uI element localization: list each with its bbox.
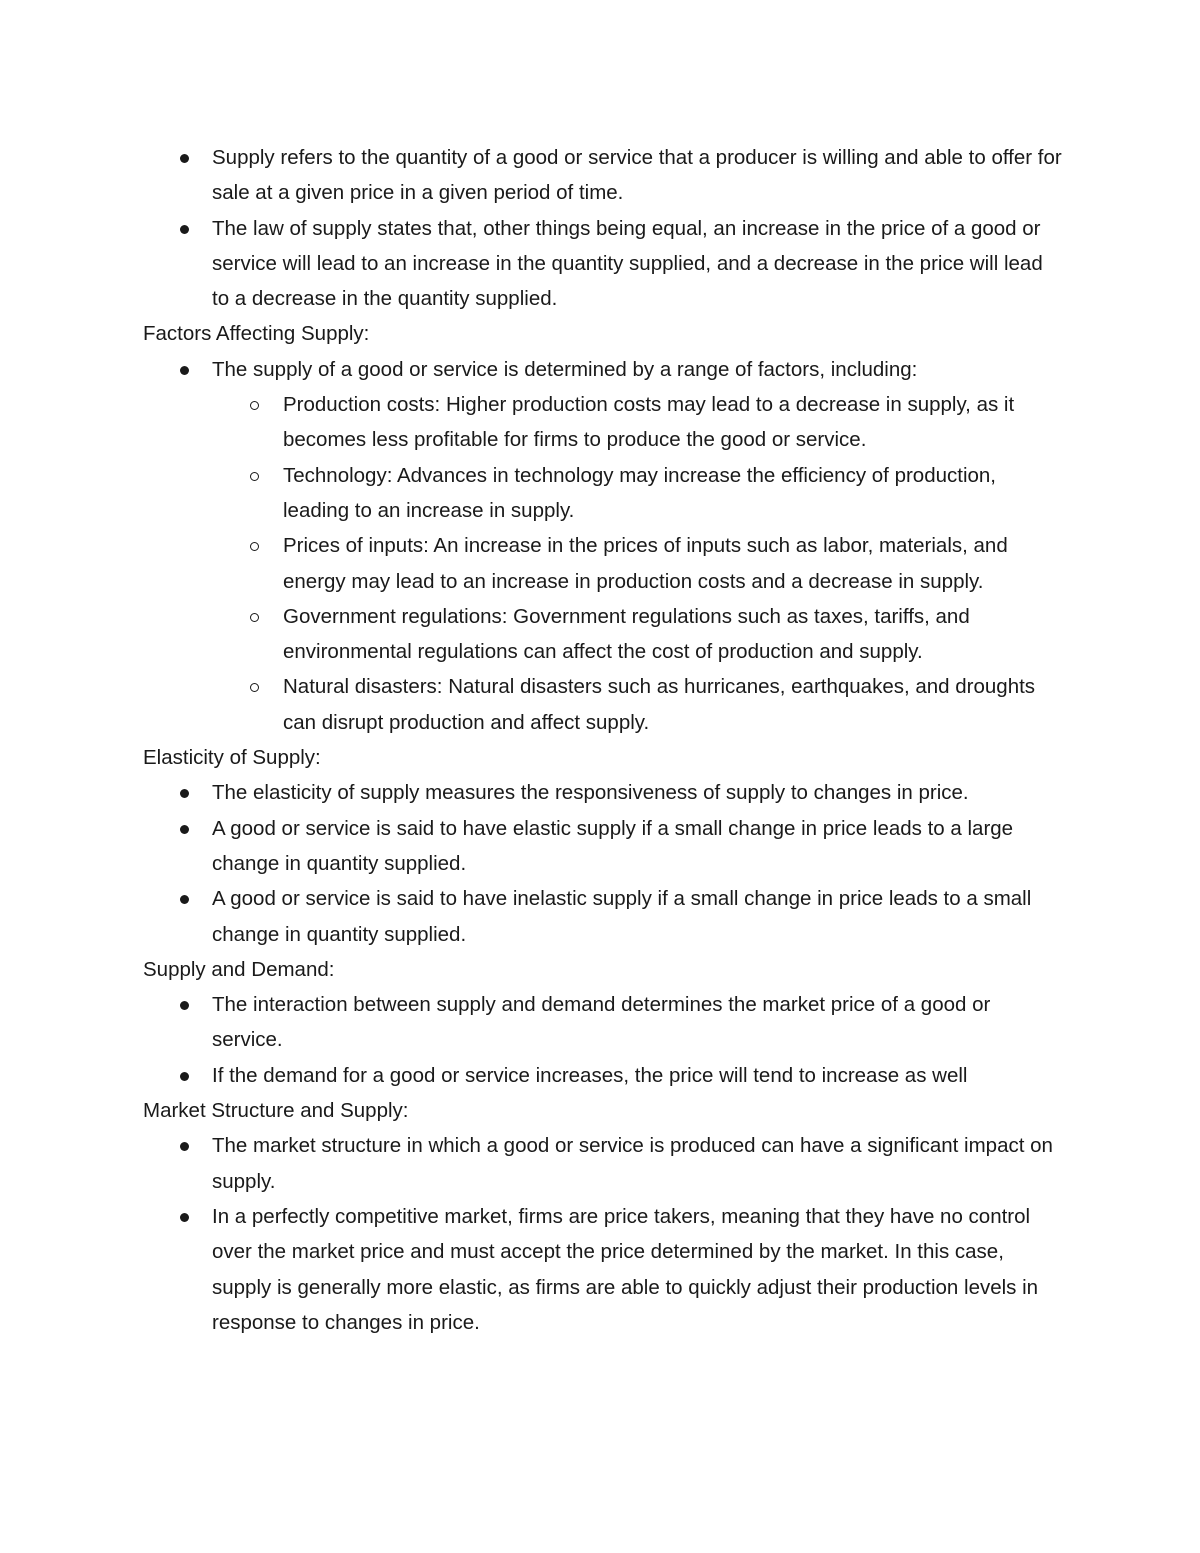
factors-sublist	[143, 387, 1063, 740]
hollow-bullet-icon	[250, 472, 259, 481]
list-item-text: The elasticity of supply measures the responsiveness of supply to changes in price.	[212, 781, 969, 805]
list-item-text: Supply refers to the quantity of a good or service that a producer is willing and able to offer for sale at a given price in a given period of time.	[212, 146, 1062, 205]
sub-list-item	[143, 528, 1063, 599]
sub-list-item-text: Production costs: Higher production costs may lead to a decrease in supply, as it becomes less profitable for firms to produce the good or service.	[283, 393, 1015, 452]
bullet-icon	[180, 1072, 189, 1081]
bullet-icon	[180, 1213, 189, 1222]
sub-list-item	[143, 669, 1063, 740]
factors-list	[143, 352, 1063, 387]
bullet-icon	[180, 825, 189, 834]
sub-list-item-text: Technology: Advances in technology may increase the efficiency of production, leading to an increase in supply.	[283, 463, 996, 522]
sub-list-item-text: Prices of inputs: An increase in the prices of inputs such as labor, materials, and energy may lead to an increase in production costs and a decrease in supply.	[283, 534, 1008, 593]
sub-list-item	[143, 458, 1063, 529]
document-page	[143, 140, 1063, 1340]
bullet-icon	[180, 1001, 189, 1010]
list-item-text: In a perfectly competitive market, firms are price takers, meaning that they have no control over the market price and must accept the price determined by the market. In this case, supply is generally more elastic, as firms are able to quickly adjust their production levels in response to changes in price.	[212, 1204, 1039, 1334]
bullet-icon	[180, 154, 189, 163]
list-item	[143, 1128, 1063, 1199]
hollow-bullet-icon	[250, 613, 259, 622]
hollow-bullet-icon	[250, 401, 259, 410]
section-heading-factors: Factors Affecting Supply:	[143, 322, 370, 346]
sub-list-item-text: Natural disasters: Natural disasters such as hurricanes, earthquakes, and droughts can disrupt production and affect supply.	[283, 675, 1036, 734]
section-heading-supply-demand: Supply and Demand:	[143, 957, 335, 981]
list-item	[143, 1199, 1063, 1340]
list-item-text: If the demand for a good or service increases, the price will tend to increase as well	[212, 1063, 968, 1087]
list-item	[143, 881, 1063, 952]
list-item	[143, 775, 1063, 810]
bullet-icon	[180, 225, 189, 234]
list-item	[143, 352, 1063, 387]
list-item	[143, 811, 1063, 882]
list-item-text: A good or service is said to have inelastic supply if a small change in price leads to a small change in quantity supplied.	[212, 887, 1032, 946]
list-item-text: The market structure in which a good or service is produced can have a significant impact on supply.	[212, 1134, 1053, 1193]
intro-list	[143, 140, 1063, 316]
section-heading-market-structure: Market Structure and Supply:	[143, 1099, 409, 1123]
list-item-text: The supply of a good or service is determined by a range of factors, including:	[212, 357, 918, 381]
elasticity-list	[143, 775, 1063, 951]
list-item	[143, 987, 1063, 1058]
bullet-icon	[180, 789, 189, 798]
bullet-icon	[180, 895, 189, 904]
hollow-bullet-icon	[250, 683, 259, 692]
list-item	[143, 1058, 1063, 1093]
list-item-text: The interaction between supply and demand determines the market price of a good or service.	[212, 993, 991, 1052]
supply-demand-list	[143, 987, 1063, 1093]
sub-list-item	[143, 387, 1063, 458]
bullet-icon	[180, 1142, 189, 1151]
list-item-text: The law of supply states that, other things being equal, an increase in the price of a good or service will lead to an increase in the quantity supplied, and a decrease in the price will lead to a decrease in the quantity supplied.	[212, 216, 1043, 311]
market-structure-list	[143, 1128, 1063, 1340]
sub-list-item-text: Government regulations: Government regulations such as taxes, tariffs, and environmental regulations can affect the cost of production and supply.	[283, 604, 970, 664]
list-item-text: A good or service is said to have elastic supply if a small change in price leads to a large change in quantity supplied.	[212, 816, 1014, 875]
sub-list-item	[143, 599, 1063, 670]
list-item	[143, 211, 1063, 317]
hollow-bullet-icon	[250, 542, 259, 551]
bullet-icon	[180, 366, 189, 375]
section-heading-elasticity: Elasticity of Supply:	[143, 746, 321, 770]
list-item	[143, 140, 1063, 211]
